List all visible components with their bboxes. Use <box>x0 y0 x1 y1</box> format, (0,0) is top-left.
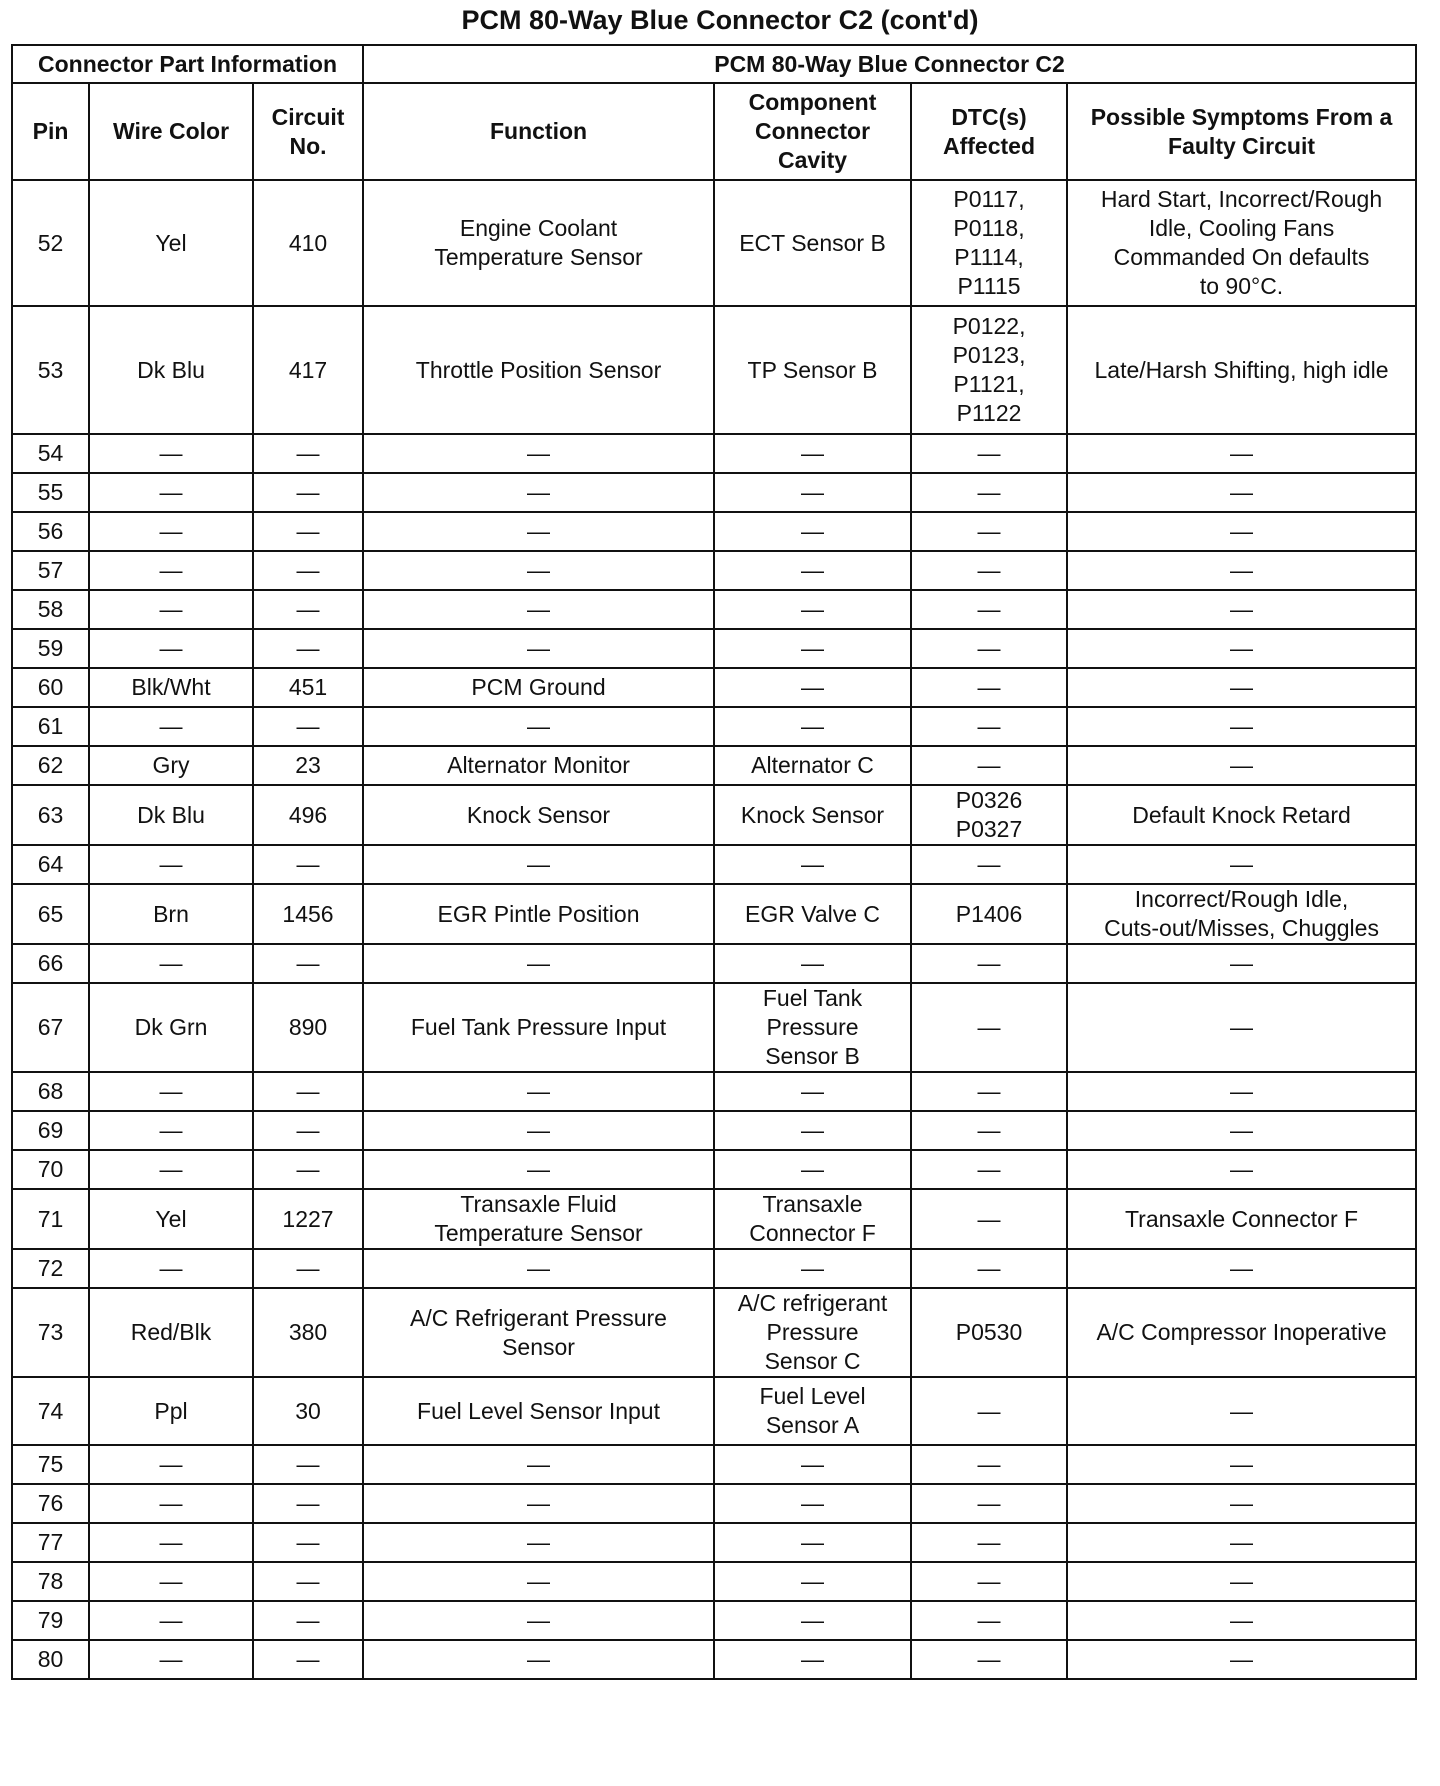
wire-color-cell: — <box>89 1072 253 1111</box>
pin-cell: 63 <box>12 785 89 845</box>
function-cell: — <box>363 1484 714 1523</box>
symptoms-cell: — <box>1067 1377 1416 1445</box>
pin-cell: 55 <box>12 473 89 512</box>
function-cell: — <box>363 707 714 746</box>
function-cell: PCM Ground <box>363 668 714 707</box>
wire-color-cell: Dk Blu <box>89 785 253 845</box>
dtc-cell: P0530 <box>911 1288 1067 1377</box>
dtc-cell: — <box>911 1249 1067 1288</box>
pin-cell: 71 <box>12 1189 89 1249</box>
function-cell: — <box>363 551 714 590</box>
function-cell: — <box>363 1249 714 1288</box>
circuit-number-cell: — <box>253 629 363 668</box>
symptoms-cell: — <box>1067 1484 1416 1523</box>
function-cell: — <box>363 590 714 629</box>
circuit-number-cell: — <box>253 1562 363 1601</box>
dtc-cell: — <box>911 434 1067 473</box>
symptoms-cell: — <box>1067 1445 1416 1484</box>
wire-color-cell: — <box>89 1445 253 1484</box>
function-cell: — <box>363 944 714 983</box>
symptoms-cell: — <box>1067 1523 1416 1562</box>
wire-color-cell: Dk Blu <box>89 306 253 434</box>
symptoms-cell: Incorrect/Rough Idle, Cuts-out/Misses, Chuggles <box>1067 884 1416 944</box>
table-row <box>12 785 1416 845</box>
circuit-number-cell: 417 <box>253 306 363 434</box>
table-row <box>12 707 1416 746</box>
component-cavity-cell: ECT Sensor B <box>714 180 911 306</box>
dtc-cell: P1406 <box>911 884 1067 944</box>
wire-color-cell: — <box>89 512 253 551</box>
symptoms-cell: — <box>1067 1601 1416 1640</box>
column-header-function: Function <box>363 83 714 180</box>
symptoms-cell: — <box>1067 845 1416 884</box>
symptoms-cell: — <box>1067 1111 1416 1150</box>
circuit-number-cell: — <box>253 434 363 473</box>
table-row <box>12 473 1416 512</box>
pin-cell: 61 <box>12 707 89 746</box>
function-cell: Fuel Tank Pressure Input <box>363 983 714 1072</box>
table-row <box>12 1249 1416 1288</box>
pin-cell: 67 <box>12 983 89 1072</box>
symptoms-cell: — <box>1067 944 1416 983</box>
dtc-cell: — <box>911 1072 1067 1111</box>
wire-color-cell: — <box>89 434 253 473</box>
wire-color-cell: — <box>89 845 253 884</box>
table-row <box>12 1072 1416 1111</box>
circuit-number-cell: — <box>253 473 363 512</box>
circuit-number-cell: 30 <box>253 1377 363 1445</box>
component-cavity-cell: — <box>714 512 911 551</box>
component-cavity-cell: — <box>714 629 911 668</box>
pin-cell: 59 <box>12 629 89 668</box>
wire-color-cell: — <box>89 1249 253 1288</box>
component-cavity-cell: Knock Sensor <box>714 785 911 845</box>
function-cell: — <box>363 434 714 473</box>
component-cavity-cell: — <box>714 473 911 512</box>
component-cavity-cell: EGR Valve C <box>714 884 911 944</box>
table-row <box>12 1601 1416 1640</box>
wire-color-cell: Dk Grn <box>89 983 253 1072</box>
dtc-cell: — <box>911 845 1067 884</box>
group-header-part-info: Connector Part Information <box>12 45 363 83</box>
function-cell: Engine Coolant Temperature Sensor <box>363 180 714 306</box>
connector-pin-table <box>11 44 1417 1680</box>
circuit-number-cell: 410 <box>253 180 363 306</box>
function-cell: Throttle Position Sensor <box>363 306 714 434</box>
component-cavity-cell: — <box>714 668 911 707</box>
pin-cell: 77 <box>12 1523 89 1562</box>
dtc-cell: P0122, P0123, P1121, P1122 <box>911 306 1067 434</box>
dtc-cell: — <box>911 473 1067 512</box>
function-cell: Alternator Monitor <box>363 746 714 785</box>
function-cell: — <box>363 1562 714 1601</box>
table-row <box>12 180 1416 306</box>
table-row <box>12 512 1416 551</box>
pin-cell: 58 <box>12 590 89 629</box>
circuit-number-cell: 890 <box>253 983 363 1072</box>
pin-cell: 70 <box>12 1150 89 1189</box>
circuit-number-cell: 1456 <box>253 884 363 944</box>
circuit-number-cell: — <box>253 590 363 629</box>
pin-cell: 79 <box>12 1601 89 1640</box>
wire-color-cell: Yel <box>89 1189 253 1249</box>
circuit-number-cell: — <box>253 845 363 884</box>
column-header-symptoms: Possible Symptoms From a Faulty Circuit <box>1067 83 1416 180</box>
table-row <box>12 1445 1416 1484</box>
component-cavity-cell: Alternator C <box>714 746 911 785</box>
wire-color-cell: — <box>89 707 253 746</box>
pin-cell: 57 <box>12 551 89 590</box>
table-row <box>12 434 1416 473</box>
component-cavity-cell: — <box>714 1445 911 1484</box>
dtc-cell: P0326 P0327 <box>911 785 1067 845</box>
component-cavity-cell: — <box>714 1562 911 1601</box>
table-body <box>12 180 1416 1679</box>
function-cell: — <box>363 473 714 512</box>
pin-cell: 69 <box>12 1111 89 1150</box>
circuit-number-cell: — <box>253 1249 363 1288</box>
wire-color-cell: — <box>89 590 253 629</box>
table-row <box>12 1111 1416 1150</box>
dtc-cell: — <box>911 629 1067 668</box>
wire-color-cell: — <box>89 473 253 512</box>
symptoms-cell: — <box>1067 1072 1416 1111</box>
symptoms-cell: — <box>1067 746 1416 785</box>
symptoms-cell: Late/Harsh Shifting, high idle <box>1067 306 1416 434</box>
circuit-number-cell: — <box>253 1601 363 1640</box>
dtc-cell: — <box>911 1523 1067 1562</box>
function-cell: — <box>363 1523 714 1562</box>
table-row <box>12 884 1416 944</box>
function-cell: — <box>363 1072 714 1111</box>
pin-cell: 65 <box>12 884 89 944</box>
pin-cell: 54 <box>12 434 89 473</box>
circuit-number-cell: 1227 <box>253 1189 363 1249</box>
wire-color-cell: — <box>89 944 253 983</box>
component-cavity-cell: Fuel Level Sensor A <box>714 1377 911 1445</box>
function-cell: Knock Sensor <box>363 785 714 845</box>
circuit-number-cell: — <box>253 1072 363 1111</box>
wire-color-cell: Blk/Wht <box>89 668 253 707</box>
wire-color-cell: — <box>89 1601 253 1640</box>
circuit-number-cell: 496 <box>253 785 363 845</box>
dtc-cell: — <box>911 746 1067 785</box>
table-row <box>12 1288 1416 1377</box>
dtc-cell: — <box>911 944 1067 983</box>
dtc-cell: — <box>911 512 1067 551</box>
pin-cell: 62 <box>12 746 89 785</box>
component-cavity-cell: TP Sensor B <box>714 306 911 434</box>
component-cavity-cell: A/C refrigerant Pressure Sensor C <box>714 1288 911 1377</box>
dtc-cell: — <box>911 1150 1067 1189</box>
pin-cell: 60 <box>12 668 89 707</box>
wire-color-cell: — <box>89 1484 253 1523</box>
table-row <box>12 983 1416 1072</box>
pin-cell: 76 <box>12 1484 89 1523</box>
table-row <box>12 668 1416 707</box>
circuit-number-cell: 380 <box>253 1288 363 1377</box>
symptoms-cell: Transaxle Connector F <box>1067 1189 1416 1249</box>
wire-color-cell: Gry <box>89 746 253 785</box>
dtc-cell: — <box>911 551 1067 590</box>
function-cell: Fuel Level Sensor Input <box>363 1377 714 1445</box>
table-row <box>12 1562 1416 1601</box>
wire-color-cell: — <box>89 629 253 668</box>
column-header-circuit-no: Circuit No. <box>253 83 363 180</box>
symptoms-cell: — <box>1067 512 1416 551</box>
component-cavity-cell: — <box>714 1150 911 1189</box>
circuit-number-cell: — <box>253 512 363 551</box>
component-cavity-cell: — <box>714 1523 911 1562</box>
circuit-number-cell: — <box>253 1484 363 1523</box>
dtc-cell: — <box>911 590 1067 629</box>
symptoms-cell: — <box>1067 551 1416 590</box>
dtc-cell: — <box>911 1189 1067 1249</box>
circuit-number-cell: — <box>253 944 363 983</box>
function-cell: EGR Pintle Position <box>363 884 714 944</box>
circuit-number-cell: — <box>253 1150 363 1189</box>
symptoms-cell: A/C Compressor Inoperative <box>1067 1288 1416 1377</box>
component-cavity-cell: — <box>714 590 911 629</box>
symptoms-cell: — <box>1067 983 1416 1072</box>
pin-cell: 68 <box>12 1072 89 1111</box>
pin-cell: 64 <box>12 845 89 884</box>
component-cavity-cell: Transaxle Connector F <box>714 1189 911 1249</box>
table-row <box>12 1523 1416 1562</box>
pin-cell: 52 <box>12 180 89 306</box>
page-title: PCM 80-Way Blue Connector C2 (cont'd) <box>461 5 979 35</box>
circuit-number-cell: 23 <box>253 746 363 785</box>
circuit-number-cell: — <box>253 707 363 746</box>
wire-color-cell: Ppl <box>89 1377 253 1445</box>
table-row <box>12 845 1416 884</box>
component-cavity-cell: — <box>714 1601 911 1640</box>
wire-color-cell: — <box>89 1150 253 1189</box>
dtc-cell: — <box>911 1562 1067 1601</box>
circuit-number-cell: — <box>253 1640 363 1679</box>
column-header-dtcs: DTC(s) Affected <box>911 83 1067 180</box>
pin-cell: 73 <box>12 1288 89 1377</box>
circuit-number-cell: — <box>253 1523 363 1562</box>
circuit-number-cell: — <box>253 551 363 590</box>
component-cavity-cell: — <box>714 845 911 884</box>
component-cavity-cell: — <box>714 434 911 473</box>
dtc-cell: — <box>911 983 1067 1072</box>
symptoms-cell: — <box>1067 434 1416 473</box>
function-cell: Transaxle Fluid Temperature Sensor <box>363 1189 714 1249</box>
column-header-component-cavity: Component Connector Cavity <box>714 83 911 180</box>
column-header-pin: Pin <box>12 83 89 180</box>
pin-cell: 66 <box>12 944 89 983</box>
component-cavity-cell: — <box>714 1249 911 1288</box>
component-cavity-cell: — <box>714 707 911 746</box>
pin-cell: 74 <box>12 1377 89 1445</box>
component-cavity-cell: — <box>714 1484 911 1523</box>
component-cavity-cell: — <box>714 1111 911 1150</box>
component-cavity-cell: Fuel Tank Pressure Sensor B <box>714 983 911 1072</box>
function-cell: — <box>363 1601 714 1640</box>
dtc-cell: — <box>911 1484 1067 1523</box>
table-row <box>12 746 1416 785</box>
dtc-cell: — <box>911 1111 1067 1150</box>
table-row <box>12 1150 1416 1189</box>
table-row <box>12 944 1416 983</box>
component-cavity-cell: — <box>714 1640 911 1679</box>
table-row <box>12 1189 1416 1249</box>
function-cell: — <box>363 845 714 884</box>
symptoms-cell: — <box>1067 707 1416 746</box>
wire-color-cell: — <box>89 1562 253 1601</box>
symptoms-cell: — <box>1067 1150 1416 1189</box>
group-header-connector: PCM 80-Way Blue Connector C2 <box>363 45 1416 83</box>
wire-color-cell: — <box>89 1523 253 1562</box>
symptoms-cell: Hard Start, Incorrect/Rough Idle, Cooling Fans Commanded On defaults to 90°C. <box>1067 180 1416 306</box>
wire-color-cell: — <box>89 551 253 590</box>
component-cavity-cell: — <box>714 944 911 983</box>
table-row <box>12 1640 1416 1679</box>
wire-color-cell: Brn <box>89 884 253 944</box>
symptoms-cell: — <box>1067 1249 1416 1288</box>
dtc-cell: — <box>911 1640 1067 1679</box>
pin-cell: 80 <box>12 1640 89 1679</box>
symptoms-cell: — <box>1067 590 1416 629</box>
pin-cell: 56 <box>12 512 89 551</box>
wire-color-cell: — <box>89 1111 253 1150</box>
symptoms-cell: — <box>1067 668 1416 707</box>
pin-cell: 78 <box>12 1562 89 1601</box>
wire-color-cell: Yel <box>89 180 253 306</box>
function-cell: — <box>363 1150 714 1189</box>
dtc-cell: — <box>911 668 1067 707</box>
function-cell: — <box>363 512 714 551</box>
circuit-number-cell: — <box>253 1111 363 1150</box>
table-row <box>12 629 1416 668</box>
dtc-cell: — <box>911 1445 1067 1484</box>
function-cell: A/C Refrigerant Pressure Sensor <box>363 1288 714 1377</box>
function-cell: — <box>363 629 714 668</box>
table-row <box>12 551 1416 590</box>
pin-cell: 53 <box>12 306 89 434</box>
table-row <box>12 306 1416 434</box>
table-row <box>12 1377 1416 1445</box>
component-cavity-cell: — <box>714 1072 911 1111</box>
dtc-cell: — <box>911 1377 1067 1445</box>
column-header-wire-color: Wire Color <box>89 83 253 180</box>
dtc-cell: P0117, P0118, P1114, P1115 <box>911 180 1067 306</box>
function-cell: — <box>363 1445 714 1484</box>
component-cavity-cell: — <box>714 551 911 590</box>
table-row <box>12 1484 1416 1523</box>
wire-color-cell: Red/Blk <box>89 1288 253 1377</box>
function-cell: — <box>363 1640 714 1679</box>
table-row <box>12 590 1416 629</box>
pin-cell: 75 <box>12 1445 89 1484</box>
pin-cell: 72 <box>12 1249 89 1288</box>
circuit-number-cell: 451 <box>253 668 363 707</box>
circuit-number-cell: — <box>253 1445 363 1484</box>
symptoms-cell: — <box>1067 1562 1416 1601</box>
symptoms-cell: — <box>1067 629 1416 668</box>
symptoms-cell: Default Knock Retard <box>1067 785 1416 845</box>
symptoms-cell: — <box>1067 473 1416 512</box>
dtc-cell: — <box>911 707 1067 746</box>
function-cell: — <box>363 1111 714 1150</box>
wire-color-cell: — <box>89 1640 253 1679</box>
symptoms-cell: — <box>1067 1640 1416 1679</box>
dtc-cell: — <box>911 1601 1067 1640</box>
